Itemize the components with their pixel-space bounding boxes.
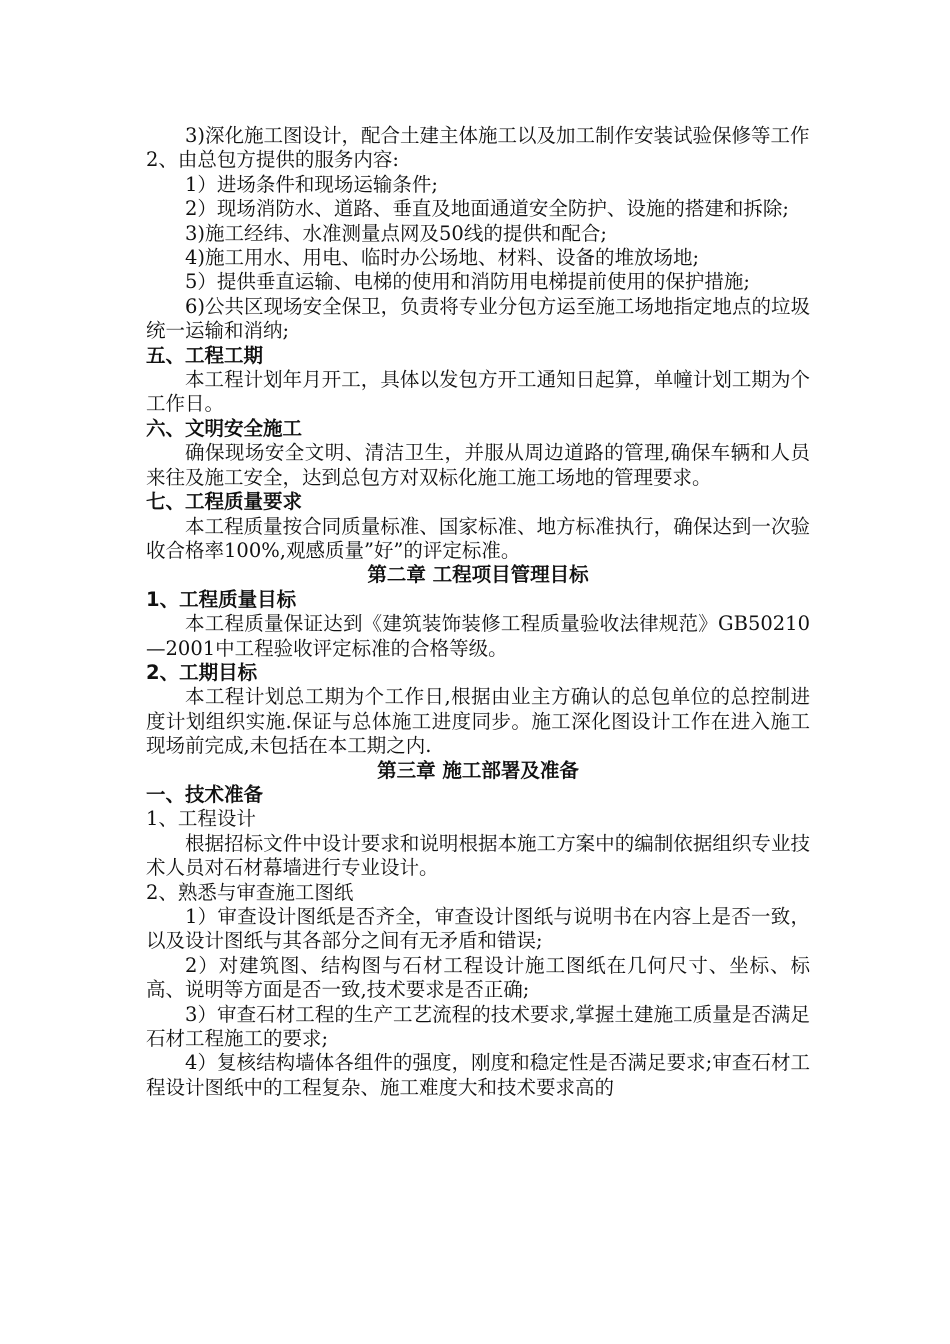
chapter-title: 第二章 工程项目管理目标 [367,563,589,587]
section-heading: 一、技术准备 [146,782,264,806]
paragraph: 6)公共区现场安全保卫，负责将专业分包方运至施工场地指定地点的垃圾统一运输和消纳; [146,294,810,343]
paragraph: 3)施工经纬、水准测量点网及50线的提供和配合; [185,221,607,245]
paragraph: 4)施工用水、用电、临时办公场地、材料、设备的堆放场地; [185,246,700,270]
paragraph: 根据招标文件中设计要求和说明根据本施工方案中的编制依据组织专业技术人员对石材幕墙进行专业设计。 [146,831,810,880]
paragraph: 确保现场安全文明、清洁卫生，并服从周边道路的管理,确保车辆和人员来往及施工安全，达到总包方对双标化施工施工场地的管理要求。 [146,441,810,489]
paragraph: 5）提供垂直运输、电梯的使用和消防用电梯提前使用的保护措施; [185,270,750,294]
paragraph: 本工程计划年月开工，具体以发包方开工通知日起算，单幢计划工期为个工作日。 [146,368,810,416]
document-body [146,124,810,1100]
paragraph: 3）审查石材工程的生产工艺流程的技术要求,掌握土建施工质量是否满足石材工程施工的要求; [146,1002,810,1051]
chapter-title: 第三章 施工部署及准备 [377,758,579,782]
paragraph: 本工程质量保证达到《建筑装饰装修工程质量验收法律规范》GB50210—2001中工程验收评定标准的合格等级。 [146,612,810,660]
paragraph: 3)深化施工图设计，配合土建主体施工以及加工制作安装试验保修等工作 [185,124,810,147]
paragraph: 1、工程设计 [146,807,256,831]
section-heading: 七、工程质量要求 [146,490,303,514]
section-heading: 六、文明安全施工 [146,416,303,440]
section-heading: 2、工期目标 [146,660,258,684]
section-heading: 五、工程工期 [146,343,264,367]
paragraph: 2、熟悉与审查施工图纸 [146,880,354,904]
paragraph: 1）审查设计图纸是否齐全，审查设计图纸与说明书在内容上是否一致，以及设计图纸与其各部分之间有无矛盾和错误; [146,905,810,953]
paragraph: 2、由总包方提供的服务内容: [146,148,399,172]
paragraph: 本工程质量按合同质量标准、国家标准、地方标准执行，确保达到一次验收合格率100%,观感质量”好”的评定标准。 [146,514,810,562]
paragraph: 本工程计划总工期为个工作日,根据由业主方确认的总包单位的总控制进度计划组织实施.保证与总体施工进度同步。施工深化图设计工作在进入施工现场前完成,未包括在本工期之内. [146,685,810,758]
paragraph: 2）对建筑图、结构图与石材工程设计施工图纸在几何尺寸、坐标、标高、说明等方面是否一致,技术要求是否正确; [146,953,810,1002]
paragraph: 2）现场消防水、道路、垂直及地面通道安全防护、设施的搭建和拆除; [185,197,789,221]
paragraph: 4）复核结构墙体各组件的强度，刚度和稳定性是否满足要求;审查石材工程设计图纸中的工程复杂、施工难度大和技术要求高的 [146,1051,810,1099]
section-heading: 1、工程质量目标 [146,587,297,611]
paragraph: 1）进场条件和现场运输条件; [185,172,438,196]
